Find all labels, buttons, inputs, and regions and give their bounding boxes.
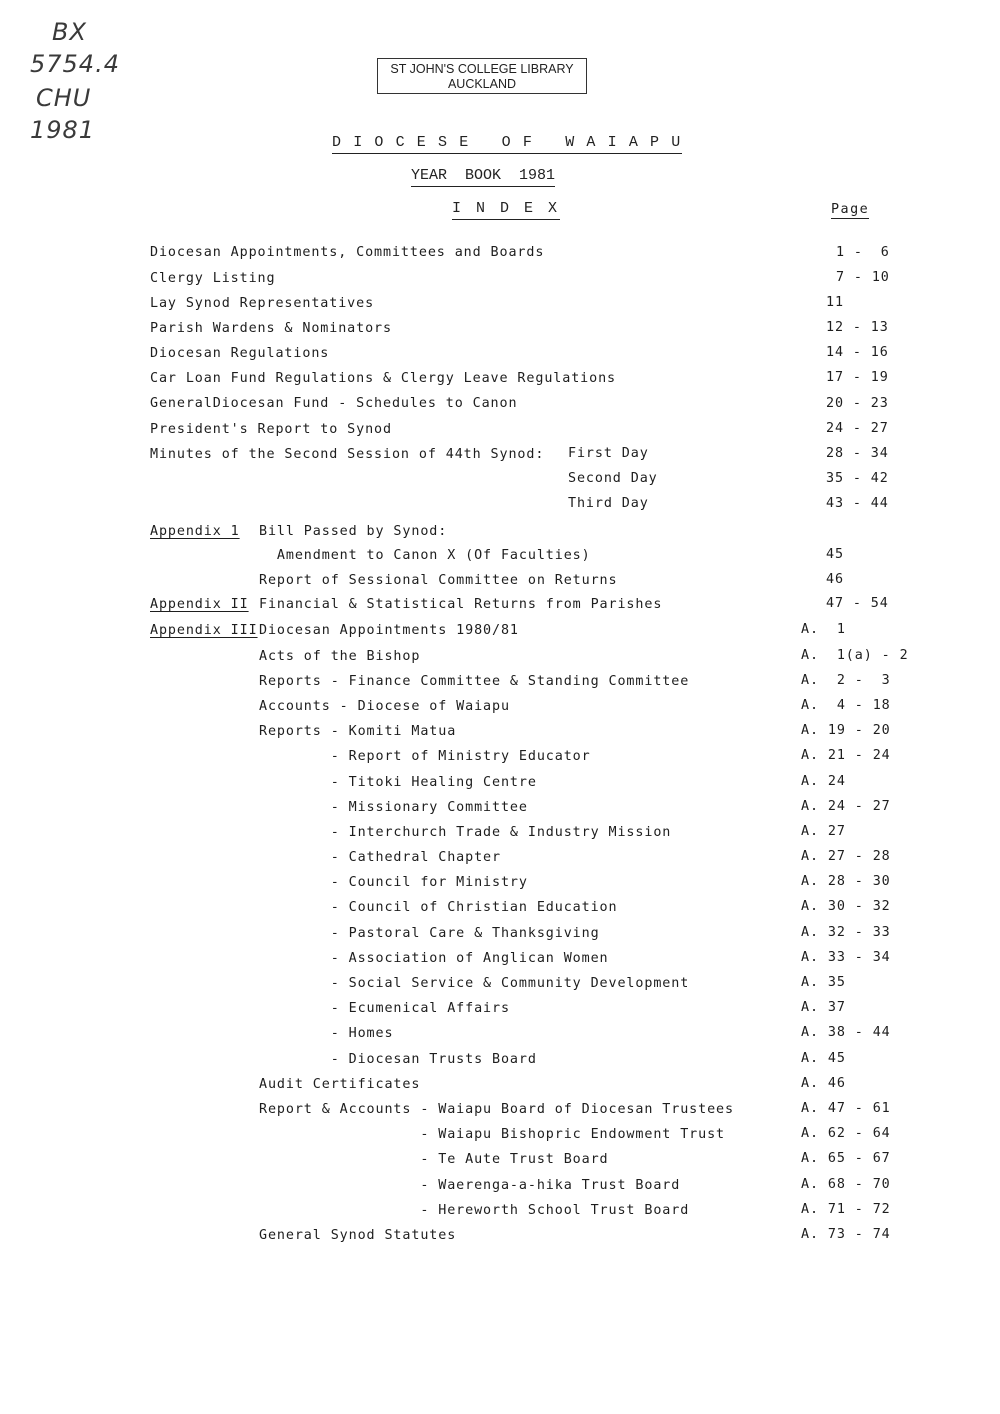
entry-page: A. 35 <box>801 975 846 990</box>
document-subtitle: YEAR BOOK 1981 <box>411 167 555 187</box>
library-stamp <box>377 58 587 94</box>
entry-text: Car Loan Fund Regulations & Clergy Leave Regulations <box>150 371 617 386</box>
entry-page: A. 28 - 30 <box>801 874 891 889</box>
entry-text: Audit Certificates <box>259 1077 421 1092</box>
synod-day-text: Third Day <box>568 496 649 511</box>
synod-day-text: Second Day <box>568 471 658 486</box>
entry-page: A. 30 - 32 <box>801 899 891 914</box>
entry-text: - Association of Anglican Women <box>259 951 609 966</box>
entry-page: 45 <box>826 547 844 562</box>
entry-text: Clergy Listing <box>150 271 276 286</box>
entry-text: - Council of Christian Education <box>259 900 618 915</box>
document-title: D I O C E S E O F W A I A P U <box>332 134 682 154</box>
entry-page: A. 24 <box>801 774 846 789</box>
entry-text: - Cathedral Chapter <box>259 850 501 865</box>
entry-text: Diocesan Appointments, Committees and Boards <box>150 245 545 260</box>
entry-text: - Ecumenical Affairs <box>259 1001 510 1016</box>
appendix-label: Appendix III <box>150 623 258 638</box>
entry-page: A. 73 - 74 <box>801 1227 891 1242</box>
entry-text: - Waerenga-a-hika Trust Board <box>259 1178 681 1193</box>
entry-text: Amendment to Canon X (Of Faculties) <box>259 548 591 563</box>
appendix-label: Appendix II <box>150 597 249 612</box>
entry-page: A. 4 - 18 <box>801 698 891 713</box>
entry-page: 20 - 23 <box>826 396 889 411</box>
entry-page: A. 1 <box>801 622 846 637</box>
entry-text: - Waiapu Bishopric Endowment Trust <box>259 1127 726 1142</box>
entry-page: A. 21 - 24 <box>801 748 891 763</box>
entry-text: General Synod Statutes <box>259 1228 457 1243</box>
synod-day-page: 28 - 34 <box>826 446 889 461</box>
synod-day-text: First Day <box>568 446 649 461</box>
entry-page: A. 1(a) - 2 <box>801 648 909 663</box>
entry-page: A. 33 - 34 <box>801 950 891 965</box>
index-heading: I N D E X <box>452 200 560 220</box>
entry-text: Diocesan Appointments 1980/81 <box>259 623 519 638</box>
entry-page: A. 65 - 67 <box>801 1151 891 1166</box>
synod-day-page: 35 - 42 <box>826 471 889 486</box>
callno-line: 5754.4 <box>30 50 120 78</box>
entry-text: Report of Sessional Committee on Returns <box>259 573 618 588</box>
entry-text: Diocesan Regulations <box>150 346 330 361</box>
entry-page: A. 27 - 28 <box>801 849 891 864</box>
entry-page: A. 47 - 61 <box>801 1101 891 1116</box>
entry-page: A. 68 - 70 <box>801 1177 891 1192</box>
entry-text: Accounts - Diocese of Waiapu <box>259 699 510 714</box>
callno-line: 1981 <box>30 116 96 144</box>
entry-page: A. 37 <box>801 1000 846 1015</box>
entry-page: 47 - 54 <box>826 596 889 611</box>
entry-text: - Pastoral Care & Thanksgiving <box>259 926 600 941</box>
entry-text: Minutes of the Second Session of 44th Synod: <box>150 447 545 462</box>
entry-text: - Report of Ministry Educator <box>259 749 591 764</box>
synod-day-page: 43 - 44 <box>826 496 889 511</box>
entry-text: - Titoki Healing Centre <box>259 775 537 790</box>
entry-page: A. 71 - 72 <box>801 1202 891 1217</box>
entry-page: A. 38 - 44 <box>801 1025 891 1040</box>
entry-page: 14 - 16 <box>826 345 889 360</box>
entry-text: Reports - Komiti Matua <box>259 724 457 739</box>
entry-text: - Hereworth School Trust Board <box>259 1203 690 1218</box>
entry-text: Lay Synod Representatives <box>150 296 375 311</box>
entry-text: - Diocesan Trusts Board <box>259 1052 537 1067</box>
stamp-line1: ST JOHN'S COLLEGE LIBRARY <box>390 62 574 76</box>
entry-page: A. 24 - 27 <box>801 799 891 814</box>
entry-text: - Interchurch Trade & Industry Mission <box>259 825 672 840</box>
appendix-label: Appendix 1 <box>150 524 240 539</box>
entry-page: 1 - 6 <box>836 245 890 260</box>
entry-page: A. 2 - 3 <box>801 673 891 688</box>
entry-page: A. 27 <box>801 824 846 839</box>
entry-text: GeneralDiocesan Fund - Schedules to Canon <box>150 396 518 411</box>
entry-page: A. 19 - 20 <box>801 723 891 738</box>
entry-text: - Council for Ministry <box>259 875 528 890</box>
entry-page: 11 <box>826 295 844 310</box>
entry-text: President's Report to Synod <box>150 422 392 437</box>
page-column-heading: Page <box>831 202 870 217</box>
callno-line: BX <box>52 18 87 46</box>
entry-text: Parish Wardens & Nominators <box>150 321 392 336</box>
entry-page: 24 - 27 <box>826 421 889 436</box>
entry-text: Report & Accounts - Waiapu Board of Diocesan Trustees <box>259 1102 734 1117</box>
entry-page: A. 62 - 64 <box>801 1126 891 1141</box>
entry-page: 46 <box>826 572 844 587</box>
entry-text: - Te Aute Trust Board <box>259 1152 609 1167</box>
entry-page: A. 45 <box>801 1051 846 1066</box>
entry-page: 7 - 10 <box>836 270 890 285</box>
entry-text: Acts of the Bishop <box>259 649 421 664</box>
stamp-line2: AUCKLAND <box>447 77 517 91</box>
callno-line: CHU <box>36 84 92 112</box>
entry-text: - Missionary Committee <box>259 800 528 815</box>
entry-page: A. 46 <box>801 1076 846 1091</box>
entry-text: - Homes <box>259 1026 394 1041</box>
entry-text: Financial & Statistical Returns from Parishes <box>259 597 663 612</box>
entry-page: 17 - 19 <box>826 370 889 385</box>
entry-text: Bill Passed by Synod: <box>259 524 448 539</box>
entry-page: A. 32 - 33 <box>801 925 891 940</box>
entry-text: - Social Service & Community Development <box>259 976 690 991</box>
entry-text: Reports - Finance Committee & Standing Committee <box>259 674 690 689</box>
entry-page: 12 - 13 <box>826 320 889 335</box>
